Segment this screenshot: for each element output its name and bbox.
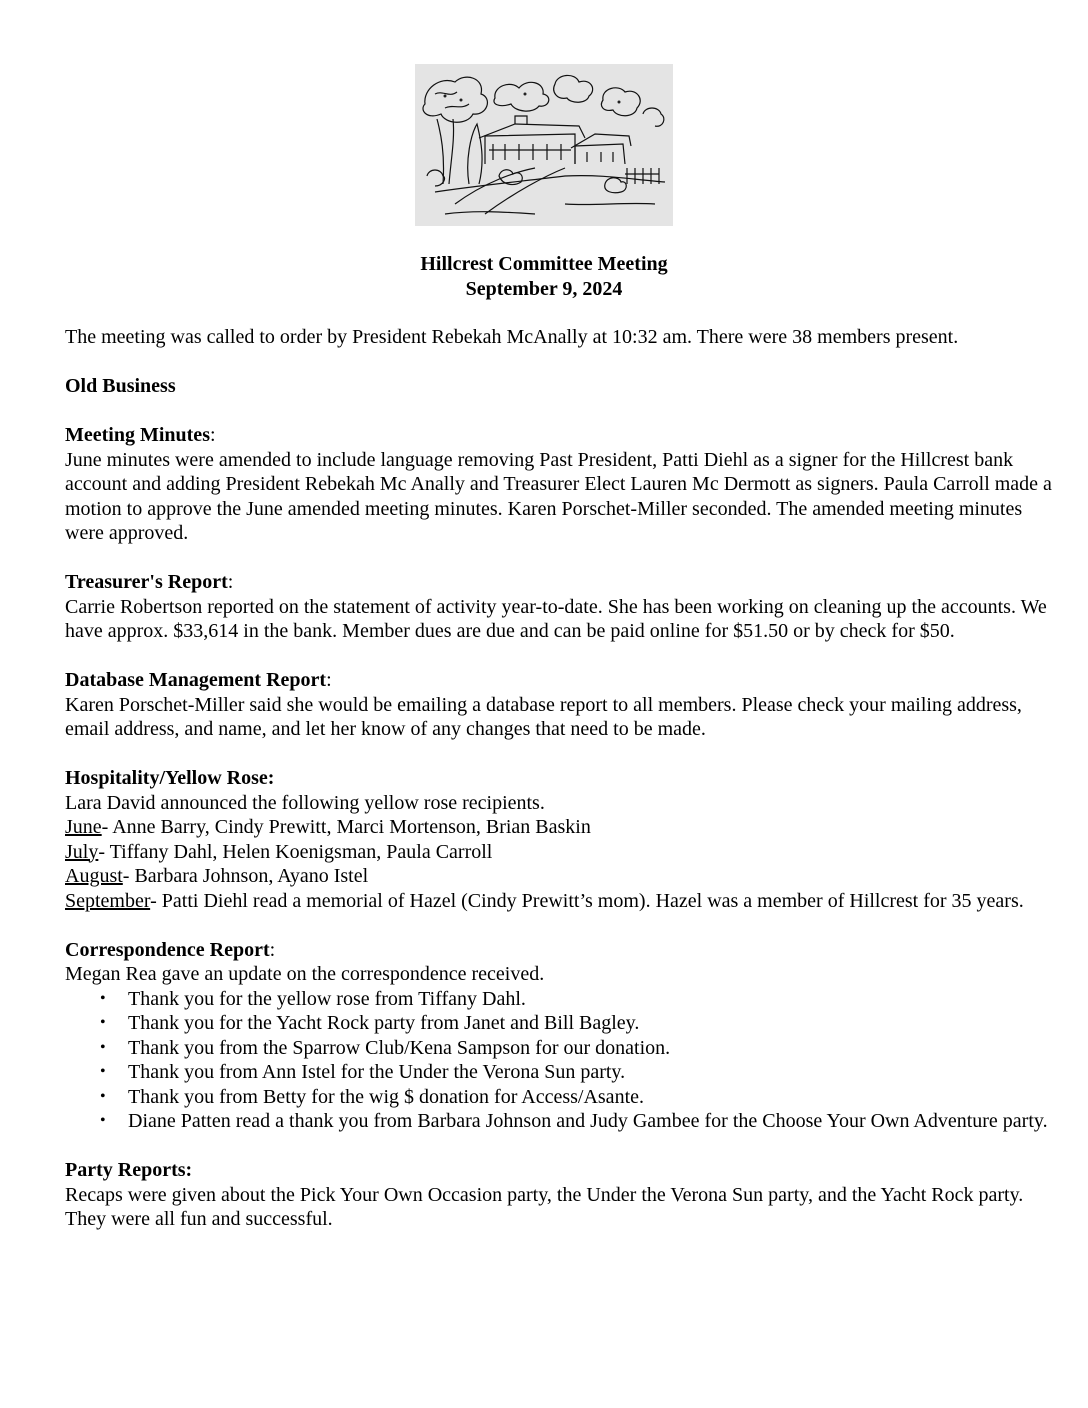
heading-colon: : [326,669,332,691]
party-reports-heading: Party Reports: [65,1159,193,1181]
heading-colon: : [269,938,276,961]
correspondence-list [65,987,1055,1134]
old-business-heading: Old Business [65,375,176,397]
rose-august [65,864,1055,889]
list-item [65,1085,1055,1110]
month-recipients: - Barbara Johnson, Ayano Istel [122,865,369,887]
hospitality-heading: Hospitality/Yellow Rose: [65,767,275,789]
bullet-icon: • [100,989,106,1007]
list-item-text: Thank you from Betty for the wig $ donation for Access/Asante. [128,1085,644,1108]
list-item-text: Thank you for the yellow rose from Tiffany Dahl. [128,987,526,1010]
minutes-body [65,325,1055,1232]
house-sketch-icon [415,64,673,226]
meeting-minutes-body: June minutes were amended to include language removing Past President, Patti Diehl as a signer for the Hillcrest bank account and adding President Rebekah Mc Anally and Treasurer Elect Lauren Mc Dermott as signers. Paula Carroll made a motion to approve the June amended meeting minutes. Karen Porschet-Miller seconded. The amended meeting minutes were approved. [65,448,1052,544]
list-item [65,1011,1055,1036]
bullet-icon: • [100,1014,106,1031]
list-item [65,987,1055,1012]
month-label: August [65,865,123,887]
list-item-text: Thank you from the Sparrow Club/Kena Sampson for our donation. [128,1036,671,1059]
document-title-block [0,252,1088,302]
month-label: September [65,889,151,912]
list-item [65,1036,1055,1061]
meeting-minutes-heading-line [65,423,1055,448]
correspondence-heading: Correspondence Report [65,938,270,961]
list-item [65,1109,1055,1134]
rose-june [65,815,1055,840]
month-recipients: - Anne Barry, Cindy Prewitt, Marci Mortenson, Brian Baskin [101,816,591,838]
month-label: June [65,816,102,838]
document-title: Hillcrest Committee Meeting [420,253,668,275]
bullet-icon: • [100,1112,106,1129]
treasurer-body: Carrie Robertson reported on the statement of activity year-to-date. She has been working on cleaning up the accounts. We have approx. $33,614 in the bank. Member dues are due and can be paid online for $51.50 or by check for $50. [65,595,1047,642]
meeting-minutes-heading: Meeting Minutes [65,424,210,446]
list-item-text: Diane Patten read a thank you from Barbara Johnson and Judy Gambee for the Choose Your Own Adventure party. [128,1110,1048,1132]
opening-paragraph: The meeting was called to order by President Rebekah McAnally at 10:32 am. There were 38 members present. [65,326,959,348]
party-reports-body: Recaps were given about the Pick Your Own Occasion party, the Under the Verona Sun party, and the Yacht Rock party. They were all fun and successful. [65,1183,1024,1230]
bullet-icon: • [100,1063,106,1080]
heading-colon: : [227,571,234,593]
rose-september [65,889,1055,914]
bullet-icon: • [100,1038,106,1056]
database-body: Karen Porschet-Miller said she would be emailing a database report to all members. Please check your mailing address, email address, and name, and let her know of any changes that need to be made. [65,693,1022,740]
month-recipients: - Patti Diehl read a memorial of Hazel (Cindy Prewitt’s mom). Hazel was a member of Hillcrest for 35 years. [150,889,1024,912]
hospitality-intro: Lara David announced the following yellow rose recipients. [65,791,545,814]
month-label: July [65,840,99,863]
hillcrest-house-illustration [415,64,673,226]
database-heading: Database Management Report [65,669,327,691]
treasurer-heading-line [65,570,1055,595]
list-item-text: Thank you for the Yacht Rock party from Janet and Bill Bagley. [128,1012,640,1034]
rose-july [65,840,1055,865]
heading-colon: : [209,424,216,446]
bullet-icon: • [100,1087,106,1105]
document-date: September 9, 2024 [465,278,623,300]
list-item [65,1060,1055,1085]
treasurer-heading: Treasurer's Report [65,571,228,593]
correspondence-heading-line [65,938,1055,963]
month-recipients: - Tiffany Dahl, Helen Koenigsman, Paula Carroll [98,840,493,863]
database-heading-line [65,668,1055,693]
correspondence-intro: Megan Rea gave an update on the correspondence received. [65,963,545,985]
list-item-text: Thank you from Ann Istel for the Under the Verona Sun party. [128,1061,626,1083]
